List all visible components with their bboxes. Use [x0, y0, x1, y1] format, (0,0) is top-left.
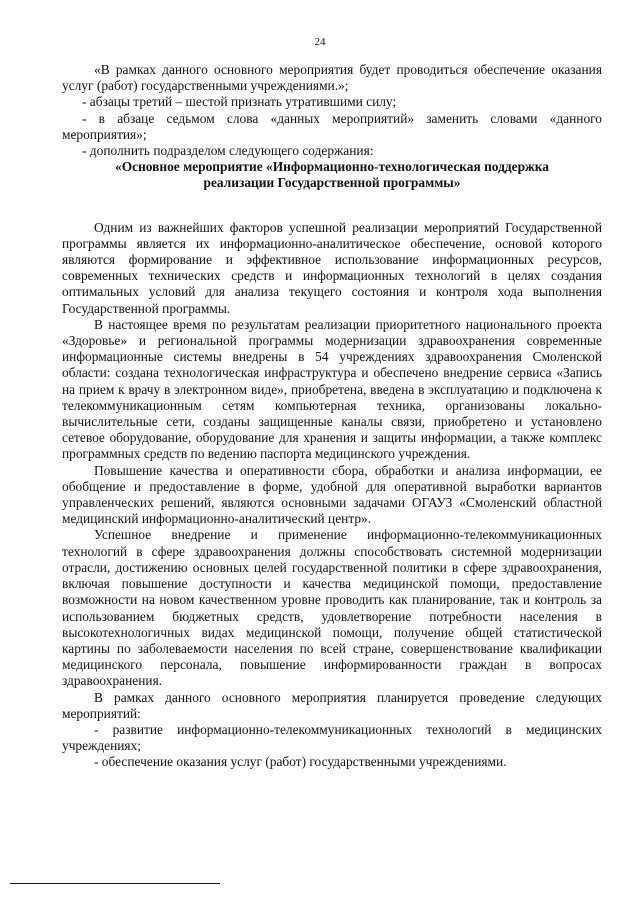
- footnote-separator: [10, 883, 220, 884]
- intro-paragraph-2: - абзацы третий – шестой признать утратившими силу;: [82, 94, 397, 110]
- intro-paragraph-1: «В рамках данного основного мероприятия будет проводиться обеспечение оказания услуг (работ) государственными учреждениями.»;: [62, 62, 602, 94]
- body-paragraph-1: Одним из важнейших факторов успешной реализации мероприятий Государственной программы является их информационно-аналитическое обеспечение, основой которого являются формирование и эффективное использование информационных ресурсов, современных технических средств и информационных технологий в целях создания оптимальных условий для анализа текущего состояния и контроля хода выполнения Государственной программы.: [62, 219, 602, 316]
- body-paragraph-4: Успешное внедрение и применение информационно-телекоммуникационных технологий в сфере здравоохранения должны способствовать системной модернизации отрасли, достижению основных целей государственной политики в сфере здравоохранения, включая повышение доступности и качества медицинской помощи, предоставление возможности на новом качественном уровне проводить как планирование, так и контроль за использованием бюджетных средств, удовлетворение потребности населения в высокотехнологичных видах медицинской помощи, получение общей статистической картины по заболеваемости населения по всей стране, совершенствование квалификации медицинского персонала, повышение информированности граждан в вопросах здравоохранения.: [62, 527, 602, 689]
- heading-gap: [62, 192, 602, 220]
- list-item-2: - обеспечение оказания услуг (работ) государственными учреждениями.: [94, 754, 507, 770]
- intro-paragraph-3: - в абзаце седьмом слова «данных мероприятий» заменить словами «данного мероприятия»;: [62, 110, 602, 142]
- body-paragraph-2: В настоящее время по результатам реализации приоритетного национального проекта «Здоровье» и региональной программы модернизации здравоохранения современные информационные системы внедрены в 54 учреждениях здравоохранения Смоленской области: создана технологическая инфраструктура и обеспечено внедрение сервиса «Запись на прием к врачу в электронном виде», приобретена, введена в эксплуатацию и подключена к телекоммуникационным сетям компьютерная техника, организованы локально-вычислительные сети, созданы защищенные каналы связи, приобретено и установлено сетевое оборудование, оборудование для хранения и защиты информации, а также комплекс программных средств по ведению паспорта медицинского учреждения.: [62, 316, 602, 462]
- intro-paragraph-4: - дополнить подразделом следующего содержания:: [82, 143, 374, 159]
- body-paragraph-3: Повышение качества и оперативности сбора, обработки и анализа информации, ее обобщение и предоставление в форме, удобной для оперативной выработки вариантов управленческих решений, являются основными задачами ОГАУЗ «Смоленский областной медицинский информационно-аналитический центр».: [62, 462, 602, 527]
- document-content: [62, 62, 602, 771]
- body-paragraph-5: В рамках данного основного мероприятия планируется проведение следующих мероприятий:: [62, 689, 602, 721]
- page-number: 24: [314, 36, 326, 48]
- list-item-1: - развитие информационно-телекоммуникационных технологий в медицинских учреждениях;: [62, 721, 602, 754]
- section-heading: «Основное мероприятие «Информационно-технологическая поддержка реализации Государственной программы»: [115, 159, 549, 191]
